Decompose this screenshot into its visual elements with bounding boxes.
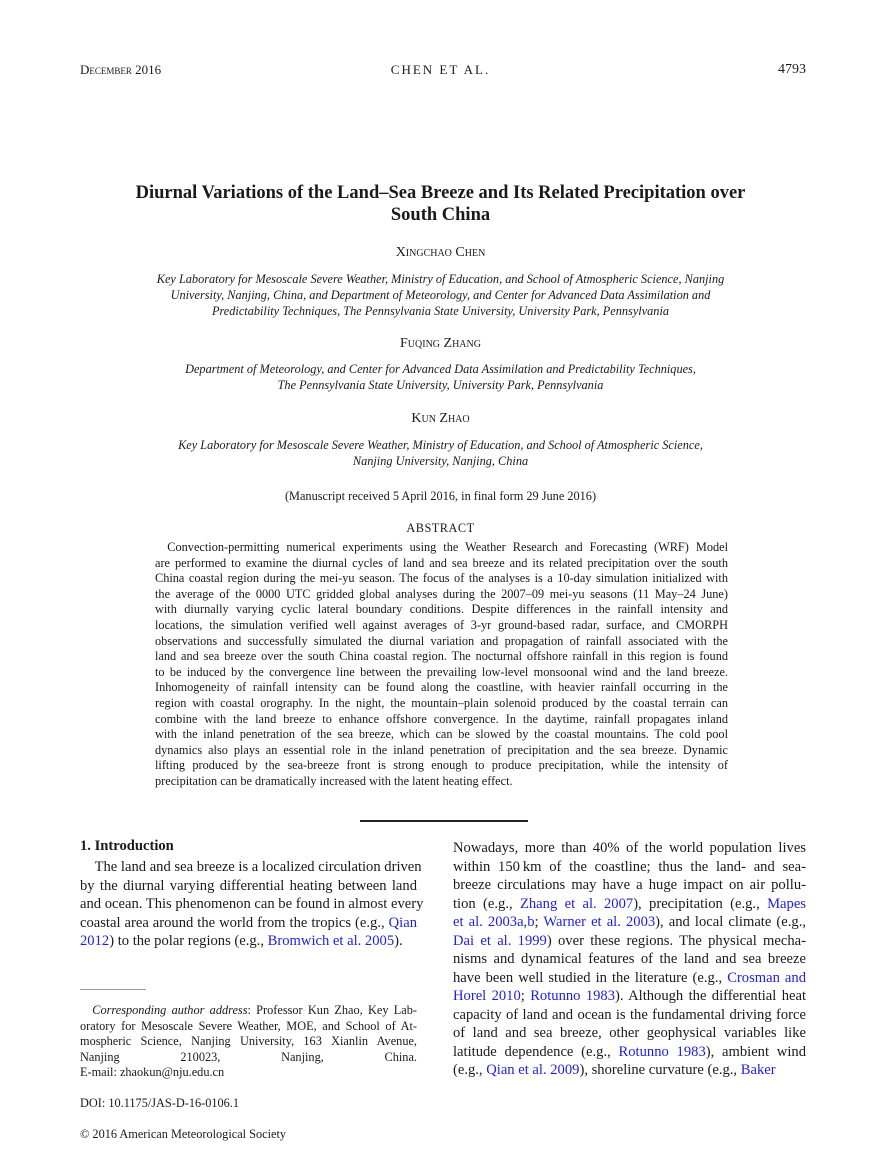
text-span: : Professor Kun Zhao, Key Lab-: [247, 1003, 417, 1017]
text-span: ).: [394, 933, 403, 949]
text-line: [80, 1034, 417, 1050]
section-heading: 1. Introduction: [80, 838, 174, 854]
affiliation-line: Key Laboratory for Mesoscale Severe Weather, Ministry of Education, and School of Atmospheric Science, Nanjing: [156, 272, 725, 286]
citation-link[interactable]: Baker: [740, 1062, 776, 1078]
citation-link[interactable]: Mapes: [767, 895, 806, 912]
title-line: Diurnal Variations of the Land–Sea Breeze and Its Related Precipitation over: [135, 183, 746, 203]
text-span: nisms and dynamical features of the land and sea breeze: [453, 951, 806, 967]
right-column-text: [453, 839, 806, 1080]
footnote: [80, 1003, 417, 1081]
text-line: [155, 758, 728, 774]
text-span: ), and local climate (e.g.,: [655, 914, 807, 930]
text-span: breeze circulations may have a huge impact on air pollu-: [453, 877, 806, 893]
citation-link[interactable]: Warner et al. 2003: [543, 914, 656, 930]
doi: DOI: 10.1175/JAS-D-16-0106.1: [80, 1096, 240, 1110]
citation-link[interactable]: Qian: [388, 914, 417, 931]
affiliation-line: University, Nanjing, China, and Department of Meteorology, and Center for Advanced Data Assimilation and: [170, 288, 711, 302]
text-span: [80, 1003, 92, 1017]
text-line: [80, 1003, 417, 1019]
text-span: with diurnally varying cyclic lateral boundary conditions. Despite differences in the rainfall intensity and: [155, 602, 728, 617]
text-span: capacity of land and ocean is the fundamental driving force: [453, 1006, 806, 1023]
text-span: Inhomogeneity of rainfall intensity can be found along the coastline, with heavier rainfall occurring in the: [155, 680, 728, 695]
text-span: are performed to examine the diurnal cycles of land and sea breeze and its related precipitation over the south: [155, 555, 728, 570]
text-span: latitude dependence (e.g.,: [453, 1043, 619, 1060]
text-line: [80, 877, 417, 896]
manuscript-note: (Manuscript received 5 April 2016, in final form 29 June 2016): [284, 489, 597, 503]
text-span: observations and successfully simulated the diurnal variation and propagation of rainfall associated with the: [155, 633, 728, 648]
text-span: tion (e.g.,: [453, 895, 520, 912]
abstract-heading: ABSTRACT: [406, 521, 475, 535]
text-span: ) to the polar regions (e.g.,: [109, 933, 268, 949]
text-line: [155, 774, 728, 790]
text-span: ;: [520, 988, 531, 1004]
running-header-title: CHEN ET AL.: [390, 62, 491, 77]
text-span: ), shoreline curvature (e.g.,: [579, 1062, 741, 1078]
text-line: [453, 969, 806, 988]
running-header-date: December 2016: [80, 62, 162, 77]
citation-link[interactable]: 2012: [80, 933, 110, 949]
author-name: Xingchao Chen: [395, 245, 486, 260]
text-line: [453, 1024, 806, 1043]
citation-link[interactable]: Rotunno 1983: [530, 988, 616, 1004]
text-span: precipitation can be dramatically increased with the latent heating effect.: [155, 773, 513, 788]
text-span: of land and sea breeze, other geophysical variables like: [453, 1025, 806, 1041]
text-line: [453, 1006, 806, 1025]
citation-link[interactable]: Qian et al. 2009: [486, 1062, 580, 1078]
text-line: [155, 743, 728, 759]
text-line: [155, 602, 728, 618]
text-span: ). Although the differential heat: [615, 988, 807, 1004]
text-span: The land and sea breeze is a localized circulation driven: [80, 859, 422, 875]
text-span: (e.g.,: [453, 1062, 487, 1078]
text-span: and ocean. This phenomenon can be found in almost every: [80, 896, 424, 912]
affiliation-line: The Pennsylvania State University, University Park, Pennsylvania: [277, 378, 604, 392]
text-line: [80, 914, 417, 933]
text-span: E-mail: zhaokun@nju.edu.cn: [80, 1065, 225, 1079]
text-line: [453, 1043, 806, 1062]
author-affiliation: [110, 271, 771, 319]
text-span: within 150 km of the coastline; thus the land- and sea-: [453, 858, 806, 875]
text-line: [155, 696, 728, 712]
affiliation-line: Department of Meteorology, and Center for Advanced Data Assimilation and Predictability Techniques,: [185, 362, 696, 376]
page-number: 4793: [778, 62, 806, 77]
text-line: [80, 858, 422, 877]
text-line: [453, 913, 806, 932]
text-line: [80, 895, 424, 914]
text-span: ;: [534, 914, 544, 930]
abstract-body: [155, 540, 728, 790]
text-line: [155, 618, 728, 634]
text-line: [80, 932, 417, 951]
text-line: [155, 649, 728, 665]
author-affiliation: [110, 361, 771, 393]
text-span: mospheric Science, Nanjing University, 163 Xianlin Avenue,: [80, 1034, 417, 1048]
text-span: have been well studied in the literature (e.g.,: [453, 969, 728, 986]
citation-link[interactable]: Dai et al. 1999: [453, 932, 547, 949]
citation-link[interactable]: Crosman and: [727, 969, 807, 986]
text-line: [80, 1019, 417, 1035]
text-span: ) over these regions. The physical mecha-: [546, 932, 807, 949]
text-line: [80, 1065, 417, 1081]
left-column-text: [80, 858, 424, 951]
text-span: with the inland penetration of the sea breeze, which can be slowed by the coastal mountains. The cold pool: [155, 727, 728, 742]
text-line: [453, 932, 806, 951]
text-line: [453, 1061, 806, 1080]
text-line: [155, 571, 728, 587]
affiliation-line: Nanjing University, Nanjing, China: [352, 454, 529, 468]
text-span: land and sea breeze over the south China coastal region. The nocturnal offshore rainfall in this region is found: [155, 649, 728, 664]
text-span: coastal area around the world from the tropics (e.g.,: [80, 914, 389, 931]
title-line: South China: [390, 205, 491, 225]
text-line: [155, 727, 728, 743]
text-span: combine with the land breeze to enhance offshore convergence. In the daytime, rainfall propagates inland: [155, 711, 728, 726]
affiliation-line: Predictability Techniques, The Pennsylvania State University, University Park, Pennsylvania: [211, 304, 670, 318]
author-name: Kun Zhao: [411, 411, 470, 426]
text-span: ), precipitation (e.g.,: [633, 895, 768, 912]
text-span: ), ambient wind: [705, 1043, 806, 1060]
copyright: © 2016 American Meteorological Society: [80, 1127, 287, 1141]
text-span: Convection-permitting numerical experiments using the Weather Research and Forecasting (WRF) Model: [155, 540, 728, 554]
author-affiliation: [110, 437, 771, 469]
text-line: [453, 895, 806, 914]
text-span: Nanjing 210023, Nanjing, China.: [80, 1049, 417, 1064]
text-line: [155, 680, 728, 696]
text-span: region with coastal orography. In the night, the mountain–plain solenoid produced by the coastal terrain can: [155, 695, 728, 710]
section-divider: [360, 820, 528, 822]
text-line: [453, 950, 806, 969]
citation-link[interactable]: Rotunno 1983: [618, 1043, 706, 1060]
text-span: lifting produced by the sea-breeze front is strong enough to produce precipitation, while the intensity of: [155, 758, 728, 773]
citation-link[interactable]: Bromwich et al. 2005: [267, 933, 395, 949]
citation-link[interactable]: Horel 2010: [453, 988, 521, 1004]
text-span: the average of the 0000 UTC gridded global analyses during the 2007–09 mei-yu seasons (11 May–24 June): [155, 586, 728, 601]
text-line: [453, 839, 806, 858]
text-span: oratory for Mesoscale Severe Weather, MOE, and School of At-: [80, 1018, 417, 1033]
affiliation-line: Key Laboratory for Mesoscale Severe Weather, Ministry of Education, and School of Atmospheric Science,: [178, 438, 703, 452]
text-line: [80, 1050, 417, 1066]
text-line: [453, 987, 806, 1006]
text-line: [453, 876, 806, 895]
footnote-rule: [80, 989, 146, 990]
text-line: [453, 858, 806, 877]
author-name: Fuqing Zhang: [400, 336, 481, 351]
text-line: [155, 665, 728, 681]
text-span: locations, the simulation verified well against averages of 3-yr ground-based radar, surface, and CMORPH: [155, 617, 728, 632]
text-span: Corresponding author address: [92, 1003, 248, 1017]
text-span: Nowadays, more than 40% of the world population lives: [453, 840, 806, 856]
text-line: [155, 587, 728, 603]
text-span: to be induced by the convergence line between the prevailing low-level monsoonal wind and the land breeze.: [155, 664, 728, 679]
citation-link[interactable]: et al. 2003a,b: [453, 914, 535, 930]
text-line: [155, 712, 728, 728]
citation-link[interactable]: Zhang et al. 2007: [519, 895, 634, 912]
text-line: [155, 540, 728, 556]
text-line: [155, 556, 728, 572]
text-span: by the diurnal varying differential heating between land: [80, 877, 417, 894]
text-line: [155, 634, 728, 650]
text-span: China coastal region during the mei-yu season. The focus of the analyses is a 10-day simulation initialized with: [155, 571, 728, 586]
paper-title: [0, 182, 881, 226]
text-span: dynamics also plays an essential role in the inland penetration of precipitation and the sea breeze. Dynamic: [155, 742, 728, 757]
